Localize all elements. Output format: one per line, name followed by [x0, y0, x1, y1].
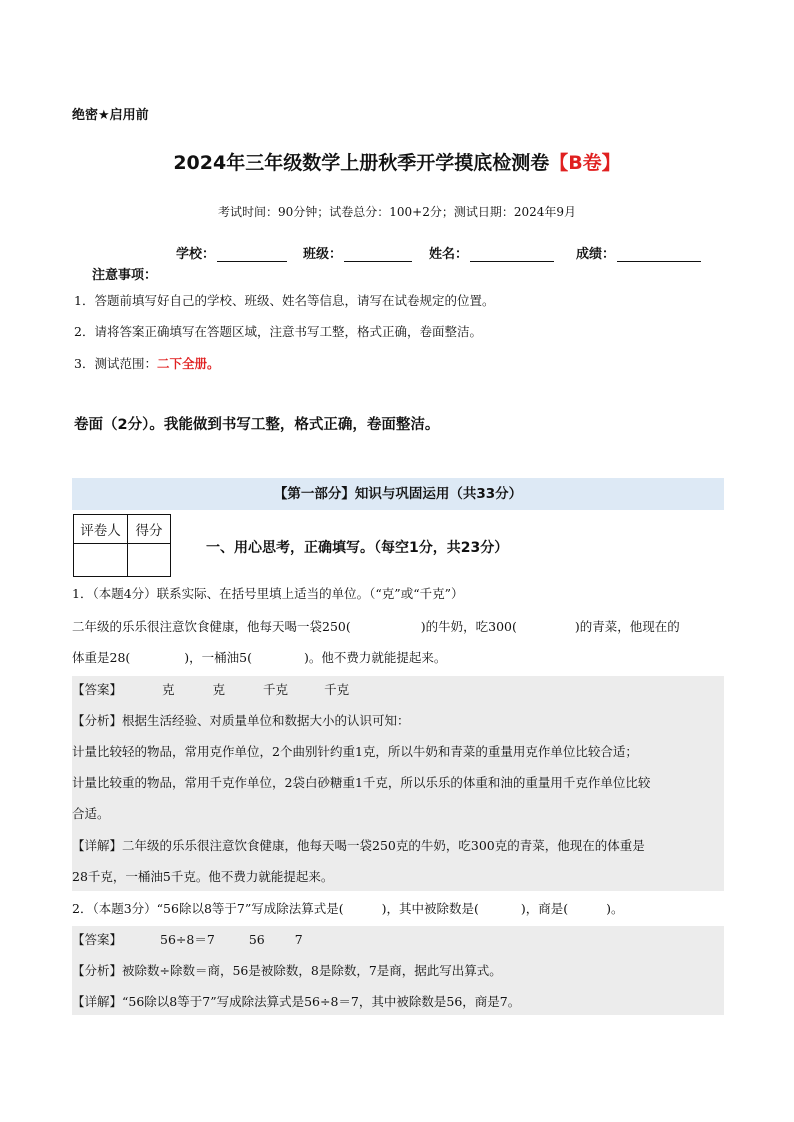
- q1-answer: [72, 680, 349, 698]
- confidential-label: 绝密★启用前: [72, 108, 149, 123]
- neatness-statement: 卷面（2分）。我能做到书写工整，格式正确，卷面整洁。: [74, 417, 440, 433]
- name-label: 姓名：: [429, 247, 469, 262]
- notice-item-2: 2．请将答案正确填写在答题区域，注意书写工整，格式正确，卷面整洁。: [74, 324, 482, 339]
- q1-line3-c: )。他不费力就能提起来。: [304, 650, 447, 665]
- q1-answer-1: 克: [162, 682, 175, 697]
- part1-header: 【第一部分】知识与巩固运用（共33分）: [72, 478, 724, 510]
- school-field: [176, 243, 287, 262]
- q1-detail-2: 28千克，一桶油5千克。他不费力就能提起来。: [72, 869, 334, 884]
- notice-item-3-suffix: 。: [206, 356, 220, 371]
- notice-item-1: 1．答题前填写好自己的学校、班级、姓名等信息，请写在试卷规定的位置。: [74, 293, 495, 308]
- q1-analysis-1: 【分析】根据生活经验、对质量单位和数据大小的认识可知：: [72, 713, 410, 728]
- q2-analysis: 【分析】被除数÷除数＝商，56是被除数，8是除数，7是商，据此写出算式。: [72, 963, 502, 978]
- q2-stem-b: )，其中被除数是(: [381, 901, 479, 916]
- school-label: 学校：: [176, 247, 216, 262]
- test-scope: 二下全册: [156, 356, 207, 371]
- q2-stem-d: )。: [606, 901, 624, 916]
- class-label: 班级：: [303, 247, 343, 262]
- section-title: 一、用心思考，正确填写。（每空1分，共23分）: [206, 540, 509, 556]
- score-label: 成绩：: [576, 247, 616, 262]
- notice-title: 注意事项：: [92, 268, 158, 283]
- class-blank: [344, 247, 412, 262]
- q1-line2: [72, 617, 680, 635]
- grader-score-table: [73, 514, 171, 577]
- q1-answer-4: 千克: [324, 682, 350, 697]
- q2-answer-2: 56: [248, 932, 265, 947]
- name-field: [429, 243, 554, 262]
- q1-analysis-4: 合适。: [72, 806, 110, 821]
- q1-stem: 1．（本题4分）联系实际、在括号里填上适当的单位。（“克”或“千克”）: [72, 586, 464, 601]
- notice-item-3-prefix: 3．测试范围：: [74, 356, 157, 371]
- grader-label: 评卷人: [74, 515, 128, 544]
- q2-stem: [72, 899, 624, 917]
- q1-line3: [72, 648, 446, 666]
- q1-answer-3: 千克: [263, 682, 289, 697]
- notice-item-3: [74, 354, 220, 372]
- name-blank: [470, 247, 554, 262]
- title-tag: 【B卷】: [549, 152, 621, 174]
- q1-answer-2: 克: [212, 682, 226, 697]
- score-input-cell[interactable]: [128, 544, 171, 577]
- exam-info: 考试时间：90分钟；试卷总分：100+2分；测试日期：2024年9月: [217, 205, 577, 219]
- q2-detail: 【详解】“56除以8等于7”写成除法算式是56÷8＝7，其中被除数是56，商是7。: [72, 994, 521, 1009]
- q1-line2-c: )的青菜，他现在的: [574, 619, 680, 634]
- q2-answer-3: 7: [294, 932, 303, 947]
- q2-stem-c: )，商是(: [520, 901, 569, 916]
- school-blank: [217, 247, 287, 262]
- score-blank: [617, 247, 701, 262]
- q1-detail-1: 【详解】二年级的乐乐很注意饮食健康，他每天喝一袋250克的牛奶，吃300克的青菜，他现在的体重是: [72, 838, 645, 853]
- q1-analysis-3: 计量比较重的物品，常用千克作单位，2袋白砂糖重1千克，所以乐乐的体重和油的重量用千克作单位比较: [72, 775, 651, 790]
- grader-input-cell[interactable]: [74, 544, 128, 577]
- q2-answer-1: 56÷8＝7: [160, 932, 215, 947]
- score-field: [576, 243, 701, 262]
- q1-line3-a: 体重是28(: [72, 650, 131, 665]
- q2-stem-a: 2．（本题3分）“56除以8等于7”写成除法算式是(: [72, 901, 344, 916]
- q2-answer: [72, 930, 303, 948]
- q2-answer-label: 【答案】: [72, 932, 123, 947]
- title-main: 2024年三年级数学上册秋季开学摸底检测卷: [173, 152, 550, 174]
- q1-line3-b: )，一桶油5(: [184, 650, 253, 665]
- score-cell-label: 得分: [128, 515, 171, 544]
- q1-line2-b: )的牛奶，吃300(: [420, 619, 517, 634]
- q1-analysis-2: 计量比较轻的物品，常用克作单位，2个曲别针约重1克，所以牛奶和青菜的重量用克作单位比较合适；: [72, 744, 638, 759]
- page-title: [0, 148, 794, 175]
- q1-line2-a: 二年级的乐乐很注意饮食健康，他每天喝一袋250(: [72, 619, 351, 634]
- q1-answer-label: 【答案】: [72, 682, 123, 697]
- class-field: [303, 243, 412, 262]
